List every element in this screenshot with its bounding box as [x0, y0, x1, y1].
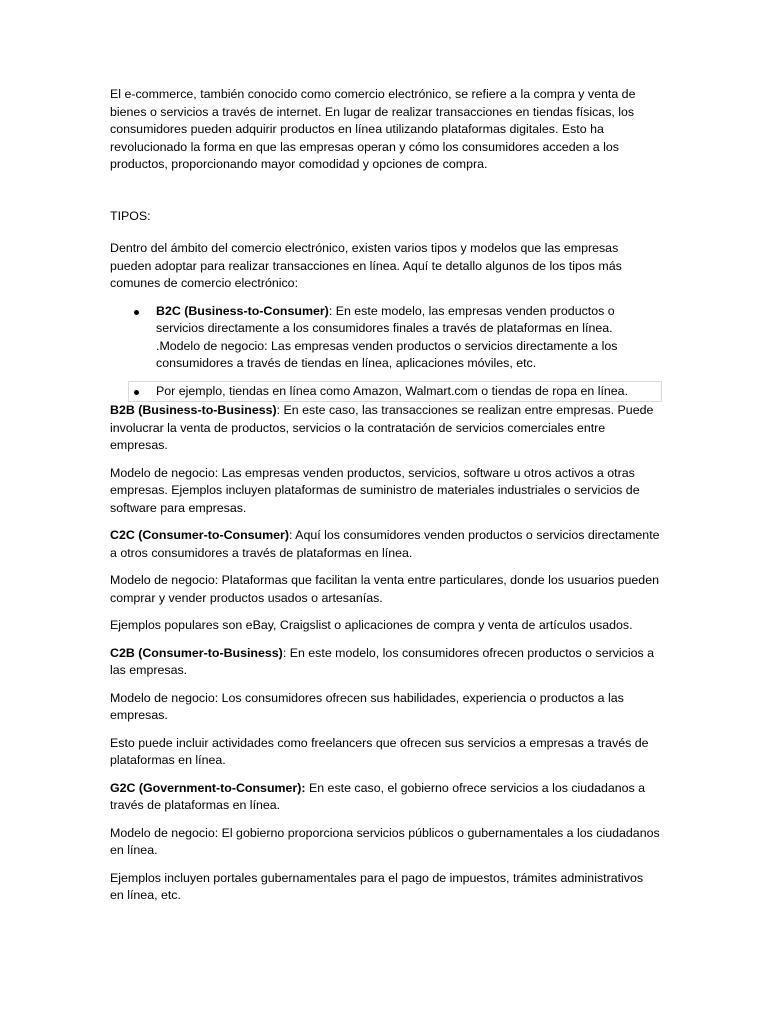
tipos-intro-paragraph: Dentro del ámbito del comercio electrónico, existen varios tipos y modelos que las empresas pueden adoptar para realizar transacciones en línea. Aquí te detallo algunos de los tipos más comunes de comercio electrónico:	[110, 241, 622, 290]
c2c-examples-paragraph: Ejemplos populares son eBay, Craigslist o aplicaciones de compra y venta de artículos usados.	[110, 618, 633, 632]
intro-paragraph: El e-commerce, también conocido como comercio electrónico, se refiere a la compra y venta de bienes o servicios a través de internet. En lugar de realizar transacciones en tiendas físicas, los consumidores pueden adquirir productos en línea utilizando plataformas digitales. Esto ha revolucionado la forma en que las empresas operan y cómo los consumidores acceden a los productos, proporcionando mayor comodidad y opciones de compra.	[110, 87, 636, 171]
c2b-text: : En este modelo, los consumidores ofrecen productos o servicios a las empresas.	[110, 645, 655, 677]
b2b-model-paragraph: Modelo de negocio: Las empresas venden productos, servicios, software u otros activos a otras empresas. Ejemplos incluyen plataformas de suministro de materiales industriales o servicios de software para empresas.	[110, 465, 640, 515]
g2c-text: En este caso, el gobierno ofrece servicios a los ciudadanos a través de plataformas en línea.	[110, 780, 646, 812]
c2b-paragraph	[110, 645, 660, 680]
c2c-paragraph	[110, 527, 660, 562]
c2c-term: C2C (Consumer-to-Consumer)	[110, 528, 289, 542]
b2c-bullet-item	[110, 303, 660, 373]
c2b-model-paragraph: Modelo de negocio: Los consumidores ofrecen sus habilidades, experiencia o productos a las empresas.	[110, 690, 624, 722]
b2c-text: : En este modelo, las empresas venden productos o servicios directamente a los consumidores finales a través de plataformas en línea. .Modelo de negocio: Las empresas venden productos o servicios directamente a los consumidores a través de tiendas en línea, aplicaciones móviles, etc.	[156, 303, 618, 370]
document-body	[110, 86, 660, 915]
b2c-example-bullet-item: Por ejemplo, tiendas en línea como Amazon, Walmart.com o tiendas de ropa en línea.	[130, 383, 660, 401]
b2b-text: : En este caso, las transacciones se realizan entre empresas. Puede involucrar la venta de productos, servicios o la contratación de servicios comerciales entre empresas.	[110, 403, 654, 452]
g2c-examples-paragraph: Ejemplos incluyen portales gubernamentales para el pago de impuestos, trámites administrativos en línea, etc.	[110, 870, 644, 902]
g2c-paragraph	[110, 780, 660, 815]
c2b-term: C2B (Consumer-to-Business)	[110, 645, 283, 660]
b2c-term: B2C (Business-to-Consumer)	[156, 303, 329, 318]
b2c-bullet-list	[110, 303, 660, 401]
g2c-model-paragraph: Modelo de negocio: El gobierno proporciona servicios públicos o gubernamentales a los ciudadanos en línea.	[110, 825, 660, 857]
g2c-term: G2C (Government-to-Consumer):	[110, 780, 306, 795]
c2b-examples-paragraph: Esto puede incluir actividades como freelancers que ofrecen sus servicios a empresas a través de plataformas en línea.	[110, 735, 649, 767]
tipos-heading: TIPOS:	[110, 208, 151, 223]
c2c-text: : Aquí los consumidores venden productos o servicios directamente a otros consumidores a través de plataformas en línea.	[110, 528, 660, 560]
b2b-paragraph	[110, 402, 660, 455]
b2b-term: B2B (Business-to-Business)	[110, 403, 277, 417]
c2c-model-paragraph: Modelo de negocio: Plataformas que facilitan la venta entre particulares, donde los usuarios pueden comprar y vender productos usados o artesanías.	[110, 573, 659, 605]
